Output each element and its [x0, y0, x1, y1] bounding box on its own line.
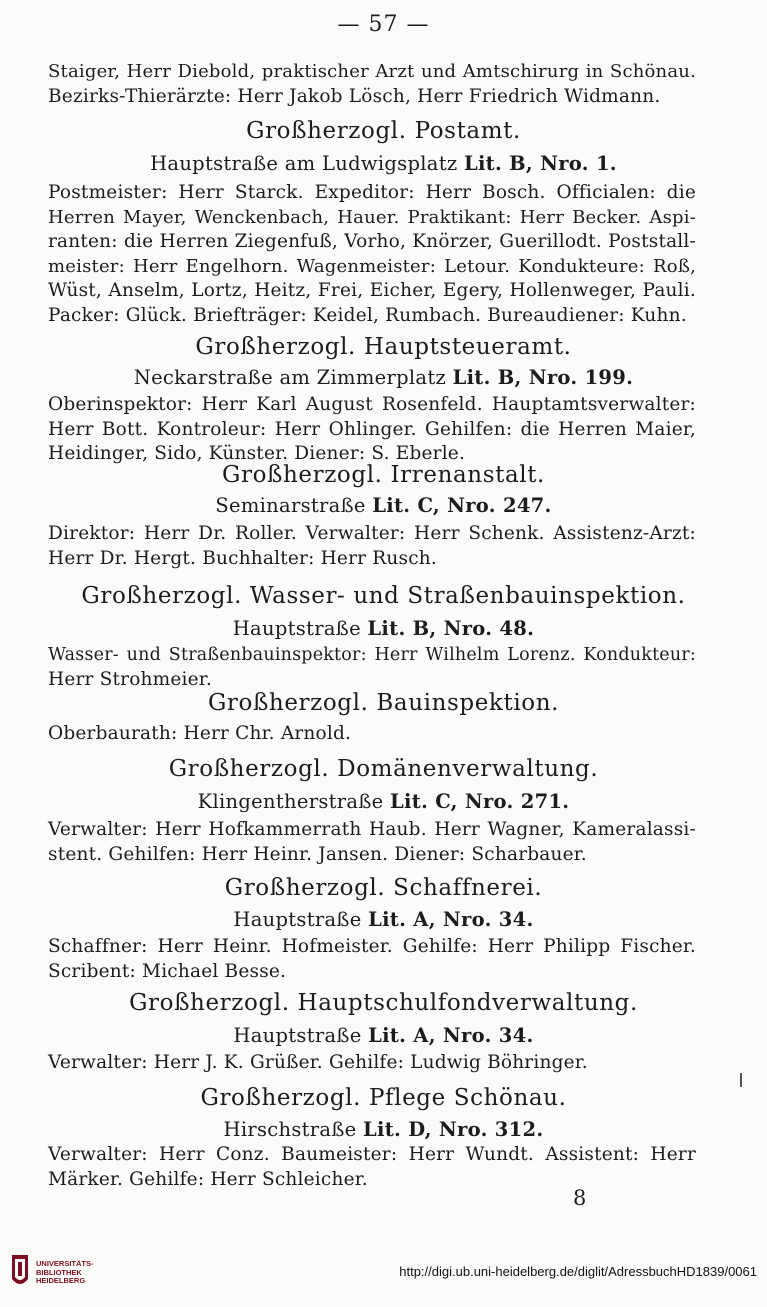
section-heading-domaenenverwaltung: Großherzogl. Domänenverwaltung. — [168, 756, 599, 782]
paragraph-irrenanstalt — [48, 522, 696, 571]
library-logo-text — [36, 1260, 94, 1286]
logo-line: BIBLIOTHEK — [36, 1267, 82, 1277]
text-line: Wasser- und Straßenbauinspektor: Herr Wilhelm Lorenz. Kondukteur: — [48, 645, 696, 665]
text-line: Heidinger, Sido, Künster. Diener: S. Eberle. — [48, 443, 466, 465]
source-url-link[interactable]: http://digi.ub.uni-heidelberg.de/diglit/AdressbuchHD1839/0061 — [399, 1264, 757, 1279]
paragraph-postamt — [48, 181, 696, 329]
street: Hauptstraße — [232, 617, 361, 640]
section-heading-irrenanstalt: Großherzogl. Irrenanstalt. — [222, 462, 545, 488]
address-strassenbau — [0, 617, 767, 640]
section-heading-schaffnerei: Großherzogl. Schaffnerei. — [224, 875, 543, 901]
signature-mark: 8 — [573, 1186, 587, 1210]
page-number: — 57 — — [337, 12, 430, 37]
library-logo-icon — [10, 1253, 30, 1289]
margin-mark — [740, 1073, 742, 1087]
text-line: Staiger, Herr Diebold, praktischer Arzt und Amtschirurg in Schönau. — [48, 61, 696, 82]
logo-line: HEIDELBERG — [36, 1276, 86, 1285]
logo-line: UNIVERSITÄTS- — [36, 1259, 94, 1268]
text-line: Scribent: Michael Besse. — [48, 960, 287, 982]
section-heading-pflege: Großherzogl. Pflege Schönau. — [200, 1085, 567, 1111]
street: Hauptstraße — [233, 1024, 362, 1047]
text-line: Märker. Gehilfe: Herr Schleicher. — [48, 1168, 368, 1190]
street: Seminarstraße — [215, 494, 366, 517]
text-line: Wüst, Anselm, Lortz, Heitz, Frei, Eicher, Egery, Hollenweger, Pauli. — [48, 280, 696, 302]
paragraph-schaffnerei — [48, 935, 696, 984]
address-domaenenverwaltung — [0, 790, 767, 813]
street: Hirschstraße — [223, 1118, 357, 1141]
text-line: Bezirks-Thierärzte: Herr Jakob Lösch, Herr Friedrich Widmann. — [48, 85, 661, 107]
text-line: Verwalter: Herr J. K. Grüßer. Gehilfe: Ludwig Böhringer. — [48, 1052, 588, 1073]
address-postamt — [0, 152, 767, 175]
lot-number: Lit. B, Nro. 199. — [452, 366, 634, 389]
address-schaffnerei — [0, 908, 767, 931]
lot-number: Lit. B, Nro. 48. — [367, 617, 535, 640]
text-line: Postmeister: Herr Starck. Expeditor: Herr Bosch. Officialen: die — [48, 182, 696, 203]
street: Hauptstraße am Ludwigsplatz — [150, 152, 458, 175]
text-line: Packer: Glück. Briefträger: Keidel, Rumbach. Bureaudiener: Kuhn. — [48, 304, 687, 326]
text-line: Verwalter: Herr Conz. Baumeister: Herr Wundt. Assistent: Herr — [48, 1144, 696, 1165]
section-heading-hauptschulfond: Großherzogl. Hauptschulfondverwaltung. — [129, 990, 638, 1016]
street: Klingentherstraße — [197, 790, 384, 813]
address-hauptschulfond — [0, 1024, 767, 1047]
address-hauptsteueramt — [0, 366, 767, 389]
lot-number: Lit. D, Nro. 312. — [363, 1118, 544, 1141]
section-heading-bauinspektion: Großherzogl. Bauinspektion. — [207, 690, 560, 716]
intro-paragraph — [48, 60, 696, 109]
lot-number: Lit. C, Nro. 247. — [372, 494, 552, 517]
paragraph-pflege — [48, 1143, 696, 1192]
text-line: Direktor: Herr Dr. Roller. Verwalter: Herr Schenk. Assistenz-Arzt: — [48, 523, 696, 544]
paragraph-hauptsteueramt — [48, 393, 696, 467]
section-heading-hauptsteueramt: Großherzogl. Hauptsteueramt. — [195, 334, 572, 360]
address-irrenanstalt — [0, 494, 767, 517]
text-line: Oberbaurath: Herr Chr. Arnold. — [48, 723, 352, 744]
address-pflege — [0, 1118, 767, 1141]
section-heading-strassenbau: Großherzogl. Wasser- und Straßenbauinspektion. — [81, 583, 686, 609]
text-line: Herren Mayer, Wenckenbach, Hauer. Praktikant: Herr Becker. Aspi- — [48, 206, 696, 228]
paragraph-domaenenverwaltung — [48, 818, 696, 867]
text-line: Herr Strohmeier. — [48, 668, 212, 690]
street: Neckarstraße am Zimmerplatz — [133, 366, 447, 389]
footer-bar — [0, 1253, 767, 1307]
lot-number: Lit. C, Nro. 271. — [390, 790, 570, 813]
section-heading-postamt: Großherzogl. Postamt. — [246, 118, 521, 144]
lot-number: Lit. B, Nro. 1. — [463, 152, 617, 175]
text-line: meister: Herr Engelhorn. Wagenmeister: Letour. Kondukteure: Roß, — [48, 255, 696, 277]
lot-number: Lit. A, Nro. 34. — [368, 908, 534, 931]
text-line: Oberinspektor: Herr Karl August Rosenfeld. Hauptamtsverwalter: — [48, 394, 696, 415]
paragraph-strassenbau — [48, 643, 696, 692]
lot-number: Lit. A, Nro. 34. — [368, 1024, 534, 1047]
text-line: Schaffner: Herr Heinr. Hofmeister. Gehilfe: Herr Philipp Fischer. — [48, 936, 696, 957]
text-line: stent. Gehilfen: Herr Heinr. Jansen. Diener: Scharbauer. — [48, 843, 587, 865]
paragraph-bauinspektion — [48, 722, 696, 747]
text-line: Herr Bott. Kontroleur: Herr Ohlinger. Gehilfen: die Herren Maier, — [48, 418, 696, 440]
text-line: Verwalter: Herr Hofkammerrath Haub. Herr Wagner, Kameralassi- — [48, 819, 696, 840]
text-line: ranten: die Herren Ziegenfuß, Vorho, Knörzer, Guerillodt. Poststall- — [48, 231, 696, 253]
paragraph-hauptschulfond — [48, 1051, 696, 1076]
street: Hauptstraße — [233, 908, 362, 931]
text-line: Herr Dr. Hergt. Buchhalter: Herr Rusch. — [48, 547, 437, 569]
